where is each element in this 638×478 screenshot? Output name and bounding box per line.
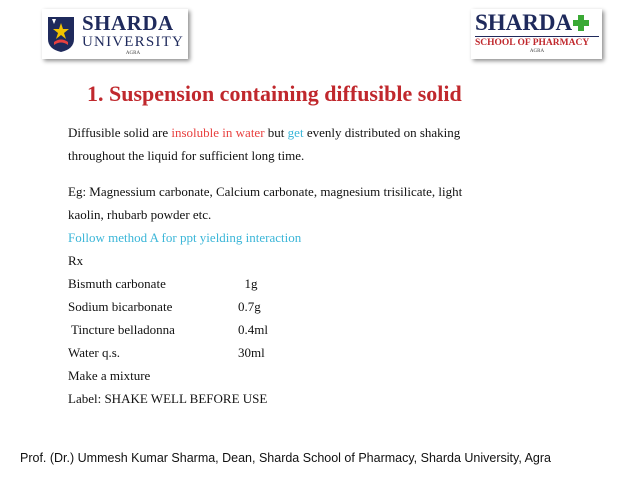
sharda-university-logo [42, 9, 188, 59]
rx-item-qty: 30ml [238, 345, 265, 360]
examples-line-1: Eg: Magnessium carbonate, Calcium carbonate, magnesium trisilicate, light [68, 184, 463, 199]
logo-left-line3: AGRA [125, 50, 141, 56]
logo-left-line1: SHARDA [82, 10, 174, 35]
definition-line-1 [68, 121, 588, 144]
slide-title: 1. Suspension containing diffusible solid [87, 81, 462, 106]
logo-left-line2: UNIVERSITY [82, 33, 184, 50]
footer-credit: Prof. (Dr.) Ummesh Kumar Sharma, Dean, Sharda School of Pharmacy, Sharda University, Agra [20, 451, 551, 465]
rx-item [68, 318, 588, 341]
pharmacy-cross-icon [573, 15, 589, 31]
rx-item-name: Sodium bicarbonate [68, 299, 173, 314]
logo-right-line2: SCHOOL OF PHARMACY [475, 36, 599, 48]
rx-label: Rx [68, 253, 84, 268]
rx-item-qty: 0.4ml [238, 322, 268, 337]
rx-item-name: Bismuth carbonate [68, 276, 166, 291]
highlight-get: get [287, 125, 304, 140]
slide-body [68, 121, 588, 410]
rx-item-qty: 0.7g [238, 299, 261, 314]
rx-item [68, 341, 588, 364]
method-note: Follow method A for ppt yielding interaction [68, 230, 302, 245]
examples-line-2: kaolin, rhubarb powder etc. [68, 207, 212, 222]
highlight-insoluble: insoluble in water [171, 125, 265, 140]
logo-right-line1: SHARDA [475, 10, 573, 35]
definition-text: but [264, 125, 288, 140]
rx-item-name: Tincture belladonna [68, 322, 175, 337]
logo-right-line3: AGRA [529, 49, 545, 54]
rx-item-qty: 1g [238, 276, 258, 291]
mixture-instruction: Make a mixture [68, 368, 151, 383]
university-crest-icon [46, 15, 76, 53]
definition-line-2: throughout the liquid for sufficient long time. [68, 148, 305, 163]
definition-text: evenly distributed on shaking [303, 125, 461, 140]
rx-item [68, 272, 588, 295]
rx-item [68, 295, 588, 318]
rx-item-name: Water q.s. [68, 345, 121, 360]
sharda-pharmacy-logo [471, 9, 602, 59]
label-instruction: Label: SHAKE WELL BEFORE USE [68, 391, 268, 406]
definition-text: Diffusible solid are [68, 125, 172, 140]
